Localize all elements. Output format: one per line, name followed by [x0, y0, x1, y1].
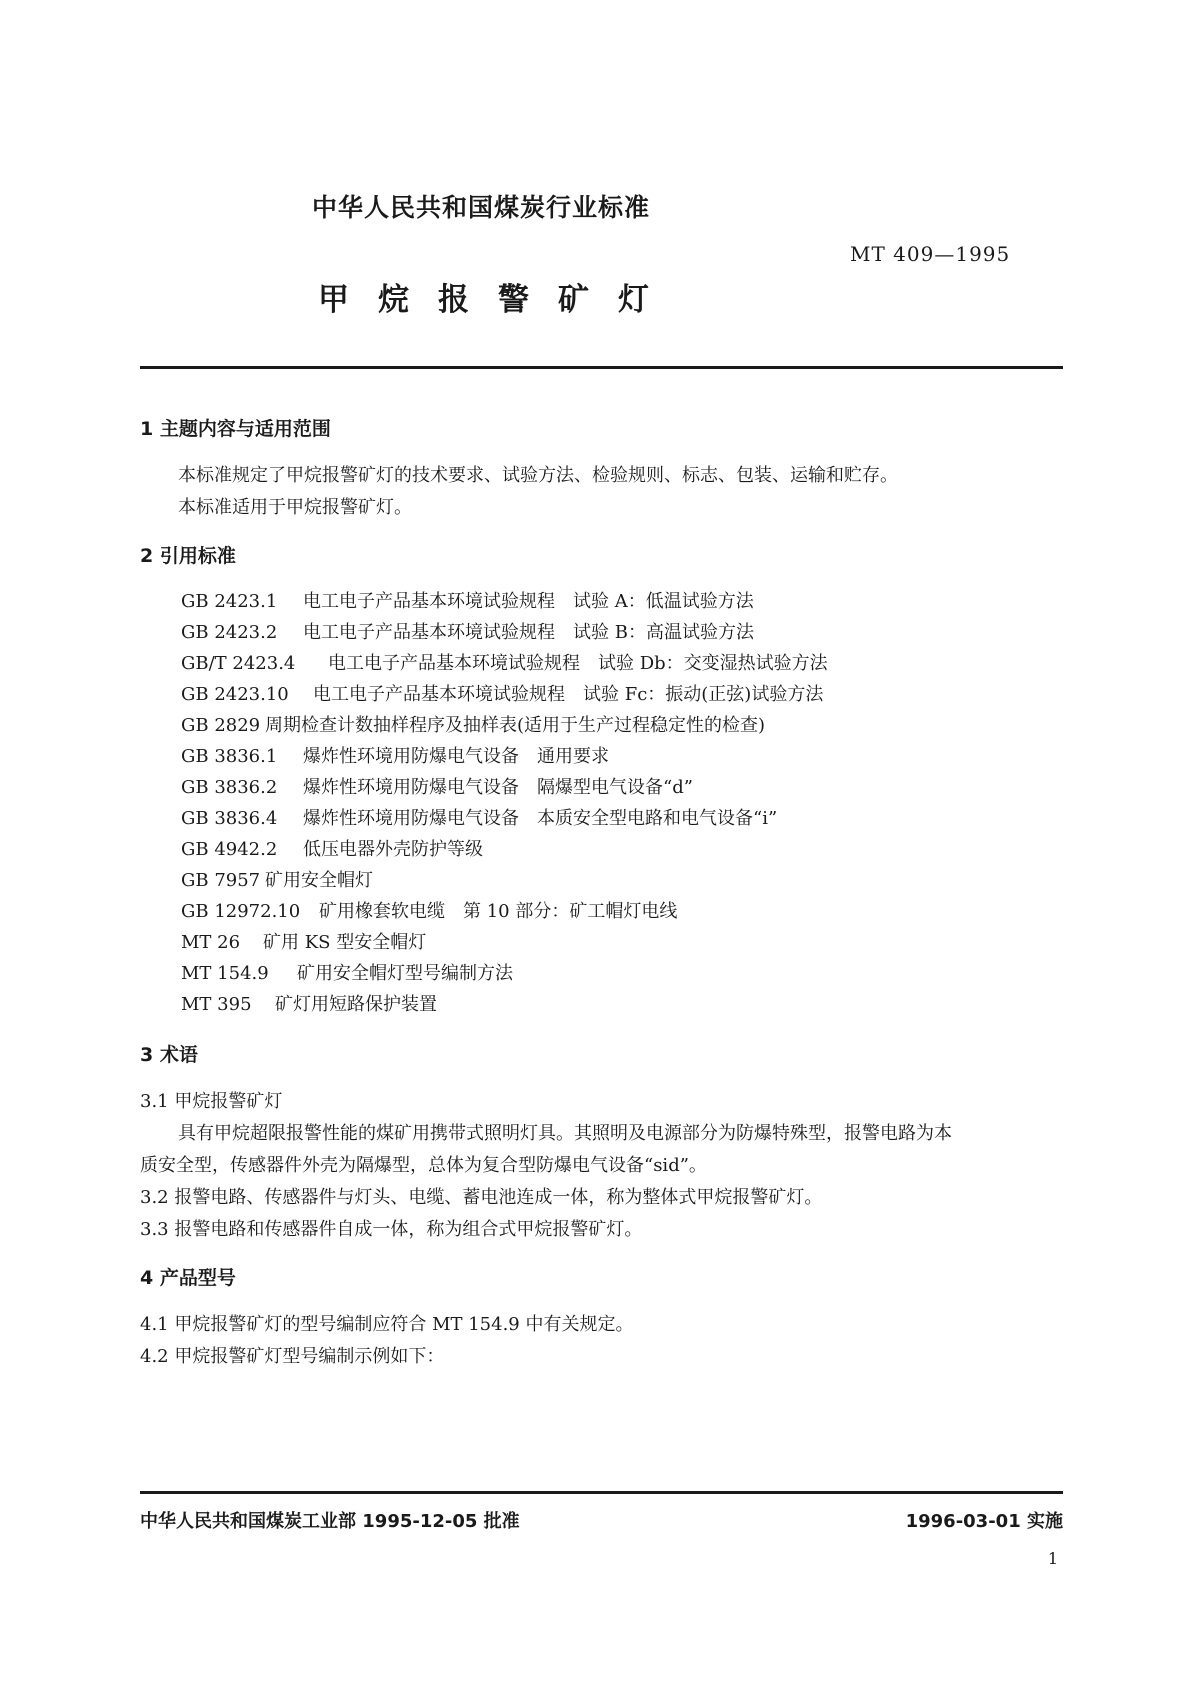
reference-item — [181, 959, 513, 985]
section-2-heading: 2 引用标准 — [140, 545, 236, 567]
reference-title: 电工电子产品基本环境试验规程 试验 Fc：振动(正弦)试验方法 — [313, 684, 824, 705]
reference-code: GB 3836.2 — [181, 777, 278, 798]
subsection-3-1-title: 3.1 甲烷报警矿灯 — [140, 1091, 283, 1112]
approval-statement: 中华人民共和国煤炭工业部 1995-12-05 批准 — [140, 1511, 520, 1532]
reference-title: 矿用橡套软电缆 第 10 部分：矿工帽灯电线 — [319, 901, 678, 922]
reference-item — [181, 866, 373, 892]
subsection-3-1-text-line-1: 具有甲烷超限报警性能的煤矿用携带式照明灯具。其照明及电源部分为防爆特殊型，报警电路为本 — [178, 1123, 952, 1144]
reference-title: 矿灯用短路保护装置 — [275, 994, 437, 1015]
standard-organization: 中华人民共和国煤炭行业标准 — [312, 193, 651, 222]
reference-code: MT 26 — [181, 932, 241, 953]
reference-item — [181, 835, 483, 861]
reference-item — [181, 897, 677, 923]
subsection-4-1: 4.1 甲烷报警矿灯的型号编制应符合 MT 154.9 中有关规定。 — [140, 1314, 634, 1335]
section-1-paragraph-2: 本标准适用于甲烷报警矿灯。 — [178, 497, 412, 518]
section-1-heading: 1 主题内容与适用范围 — [140, 418, 331, 440]
reference-code: GB/T 2423.4 — [181, 653, 296, 674]
reference-item — [181, 773, 693, 799]
subsection-3-3: 3.3 报警电路和传感器件自成一体，称为组合式甲烷报警矿灯。 — [140, 1219, 643, 1240]
document-title: 甲烷报警矿灯 — [318, 282, 678, 318]
reference-title: 爆炸性环境用防爆电气设备 隔爆型电气设备“d” — [303, 777, 693, 798]
reference-item — [181, 649, 828, 675]
reference-code: GB 2423.10 — [181, 684, 289, 705]
reference-code: MT 395 — [181, 994, 252, 1015]
reference-code: GB 3836.4 — [181, 808, 278, 829]
reference-item — [181, 711, 765, 737]
footer-divider — [140, 1491, 1063, 1494]
reference-item — [181, 680, 823, 706]
reference-code: GB 3836.1 — [181, 746, 278, 767]
reference-title: 电工电子产品基本环境试验规程 试验 B：高温试验方法 — [303, 622, 754, 643]
reference-title: 爆炸性环境用防爆电气设备 本质安全型电路和电气设备“i” — [303, 808, 778, 829]
reference-item — [181, 990, 437, 1016]
reference-code: GB 4942.2 — [181, 839, 278, 860]
header-divider — [140, 366, 1063, 369]
subsection-3-2: 3.2 报警电路、传感器件与灯头、电缆、蓄电池连成一体，称为整体式甲烷报警矿灯。 — [140, 1187, 823, 1208]
reference-title: 矿用 KS 型安全帽灯 — [263, 932, 427, 953]
reference-code: GB 2423.1 — [181, 591, 278, 612]
reference-code: GB 2829 — [181, 715, 261, 736]
section-1-paragraph-1: 本标准规定了甲烷报警矿灯的技术要求、试验方法、检验规则、标志、包装、运输和贮存。 — [178, 465, 898, 486]
reference-title: 周期检查计数抽样程序及抽样表(适用于生产过程稳定性的检查) — [265, 715, 766, 736]
reference-code: GB 12972.10 — [181, 901, 301, 922]
section-3-heading: 3 术语 — [140, 1044, 198, 1066]
reference-item — [181, 804, 777, 830]
reference-title: 矿用安全帽灯型号编制方法 — [297, 963, 513, 984]
reference-title: 电工电子产品基本环境试验规程 试验 A：低温试验方法 — [303, 591, 754, 612]
reference-item — [181, 928, 426, 954]
reference-title: 爆炸性环境用防爆电气设备 通用要求 — [303, 746, 609, 767]
reference-title: 低压电器外壳防护等级 — [303, 839, 483, 860]
page-number: 1 — [1047, 1549, 1058, 1568]
reference-item — [181, 587, 754, 613]
reference-code: MT 154.9 — [181, 963, 269, 984]
reference-title: 电工电子产品基本环境试验规程 试验 Db：交变湿热试验方法 — [328, 653, 828, 674]
subsection-4-2: 4.2 甲烷报警矿灯型号编制示例如下： — [140, 1346, 445, 1367]
reference-code: GB 7957 — [181, 870, 261, 891]
subsection-3-1-text-line-2: 质安全型，传感器件外壳为隔爆型，总体为复合型防爆电气设备“sid”。 — [140, 1155, 707, 1176]
reference-item — [181, 742, 609, 768]
reference-item — [181, 618, 754, 644]
effective-date: 1996-03-01 实施 — [905, 1511, 1063, 1532]
standard-code: MT 409—1995 — [850, 242, 1011, 266]
section-4-heading: 4 产品型号 — [140, 1267, 236, 1289]
reference-code: GB 2423.2 — [181, 622, 278, 643]
reference-title: 矿用安全帽灯 — [265, 870, 373, 891]
